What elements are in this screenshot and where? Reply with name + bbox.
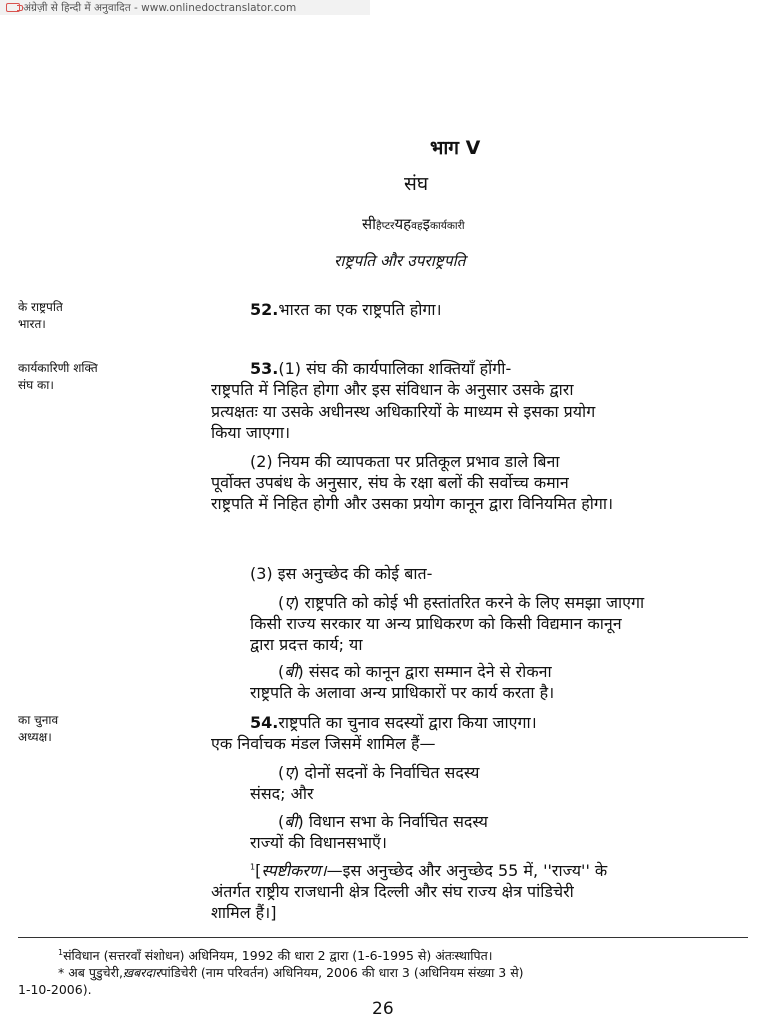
- margin-note-53: [18, 360, 98, 394]
- article-54-line: [250, 711, 537, 733]
- article-53-3-line: (3) इस अनुच्छेद की कोई बात-: [250, 564, 433, 583]
- article-number: 53.: [250, 359, 279, 378]
- article-53-line: राष्ट्रपति में निहित होगा और इस संविधान के अनुसार उसके द्वारा: [211, 380, 574, 399]
- article-53-2-line: राष्ट्रपति में निहित होगी और उसका प्रयोग कानून द्वारा विनियमित होगा।: [211, 494, 614, 513]
- article-52: [250, 298, 442, 320]
- margin-note-line: के राष्ट्रपति: [18, 300, 63, 314]
- chapter-title: [362, 214, 465, 234]
- clause-text: ) राष्ट्रपति को कोई भी हस्तांतरित करने के लिए समझा जाएगा: [293, 593, 645, 612]
- margin-note-54: [18, 712, 58, 746]
- footnote-2-continued: 1-10-2006).: [18, 982, 92, 998]
- clause-text: (: [278, 812, 285, 831]
- explanation-text: [: [255, 861, 262, 880]
- article-text: भारत का एक राष्ट्रपति होगा।: [278, 300, 442, 319]
- article-53-3b-line: राष्ट्रपति के अलावा अन्य प्राधिकारों पर कार्य करता है।: [250, 683, 555, 702]
- clause-text: (: [278, 662, 285, 681]
- article-53-line: प्रत्यक्षतः या उसके अधीनस्थ अधिकारियों के माध्यम से इसका प्रयोग: [211, 402, 596, 421]
- article-54b-line: राज्यों की विधानसभाएँ।: [250, 833, 387, 852]
- margin-note-line: का चुनाव: [18, 713, 59, 727]
- footnote-mark: ख़बरदार: [122, 965, 161, 981]
- footnotes: [18, 937, 748, 998]
- article-54a-line: [278, 761, 479, 783]
- clause-text: ) संसद को कानून द्वारा सम्मान देने से रोकना: [297, 662, 552, 681]
- article-53-line: [250, 357, 511, 379]
- banner-text: अंग्रेज़ी से हिन्दी में अनुवादित - www.onlinedoctranslator.com: [23, 1, 297, 14]
- article-54a-line: संसद; और: [250, 784, 314, 803]
- page-number: 26: [372, 999, 394, 1019]
- article-text: (1) संघ की कार्यपालिका शक्तियाँ होंगी-: [278, 359, 512, 378]
- article-53-3a-line: किसी राज्य सरकार या अन्य प्राधिकरण को किसी विद्यमान कानून: [250, 614, 622, 633]
- article-53-3a-line: [278, 591, 644, 613]
- footnote-text: संविधान (सत्तरवाँ संशोधन) अधिनियम, 1992 की धारा 2 द्वारा (1-6-1995 से) अंतःस्थापित।: [63, 948, 493, 964]
- footnote-text: पांडिचेरी (नाम परिवर्तन) अधिनियम, 2006 की धारा 3 (अधिनियम संख्या 3 से): [160, 965, 524, 981]
- clause-mark: ए: [284, 593, 294, 612]
- clause-mark: बी: [284, 662, 298, 681]
- margin-note-line: अध्यक्ष।: [18, 730, 52, 744]
- union-title: संघ: [404, 173, 429, 195]
- margin-note-52: [18, 299, 63, 333]
- translator-logo-icon: [6, 3, 20, 12]
- footnote-ref: 1: [250, 862, 256, 872]
- article-53-3b-line: [278, 660, 552, 682]
- margin-note-line: भारत।: [18, 317, 46, 331]
- explanation-line: अंतर्गत राष्ट्रीय राजधानी क्षेत्र दिल्ली और संघ राज्य क्षेत्र पांडिचेरी: [211, 882, 574, 901]
- article-54-line: एक निर्वाचक मंडल जिसमें शामिल हैं—: [211, 734, 436, 753]
- article-text: राष्ट्रपति का चुनाव सदस्यों द्वारा किया जाएगा।: [278, 713, 537, 732]
- chapter-text: हैप्टर: [376, 220, 395, 232]
- explanation-text: —इस अनुच्छेद और अनुच्छेद 55 में, ''राज्य'' के: [326, 861, 608, 880]
- clause-mark: ए: [284, 763, 294, 782]
- chapter-text: वह: [411, 220, 423, 232]
- footnote-text: * अब पुडुचेरी,: [58, 965, 123, 981]
- margin-note-line: संघ का।: [18, 378, 54, 392]
- footnote-marker: 1: [58, 948, 64, 957]
- footnote-2: [58, 964, 748, 981]
- clause-text: ) दोनों सदनों के निर्वाचित सदस्य: [293, 763, 480, 782]
- article-53-2-line: (2) नियम की व्यापकता पर प्रतिकूल प्रभाव डाले बिना: [250, 452, 560, 471]
- explanation-line: [250, 859, 607, 881]
- article-number: 54.: [250, 713, 279, 732]
- article-53-2-line: पूर्वोक्त उपबंध के अनुसार, संघ के रक्षा बलों की सर्वोच्च कमान: [211, 473, 569, 492]
- article-53-line: किया जाएगा।: [211, 423, 291, 442]
- clause-text: (: [278, 763, 285, 782]
- article-54b-line: [278, 810, 488, 832]
- explanation-line: शामिल हैं।]: [211, 903, 277, 922]
- chapter-text: इ: [422, 215, 430, 233]
- section-subtitle: राष्ट्रपति और उपराष्ट्रपति: [334, 252, 466, 270]
- chapter-text: सी: [362, 215, 377, 233]
- article-number: 52.: [250, 300, 279, 319]
- footnote-1: [58, 944, 748, 964]
- explanation-mark: स्पष्टीकरण।: [261, 861, 327, 880]
- chapter-text: यह: [394, 215, 412, 233]
- clause-mark: बी: [284, 812, 298, 831]
- article-53-3a-line: द्वारा प्रदत्त कार्य; या: [250, 635, 363, 654]
- chapter-text: कार्यकारी: [429, 220, 465, 232]
- clause-text: ) विधान सभा के निर्वाचित सदस्य: [297, 812, 488, 831]
- part-title: भाग V: [430, 137, 481, 159]
- clause-text: (: [278, 593, 285, 612]
- translator-banner[interactable]: [0, 0, 370, 15]
- margin-note-line: कार्यकारिणी शक्ति: [18, 361, 98, 375]
